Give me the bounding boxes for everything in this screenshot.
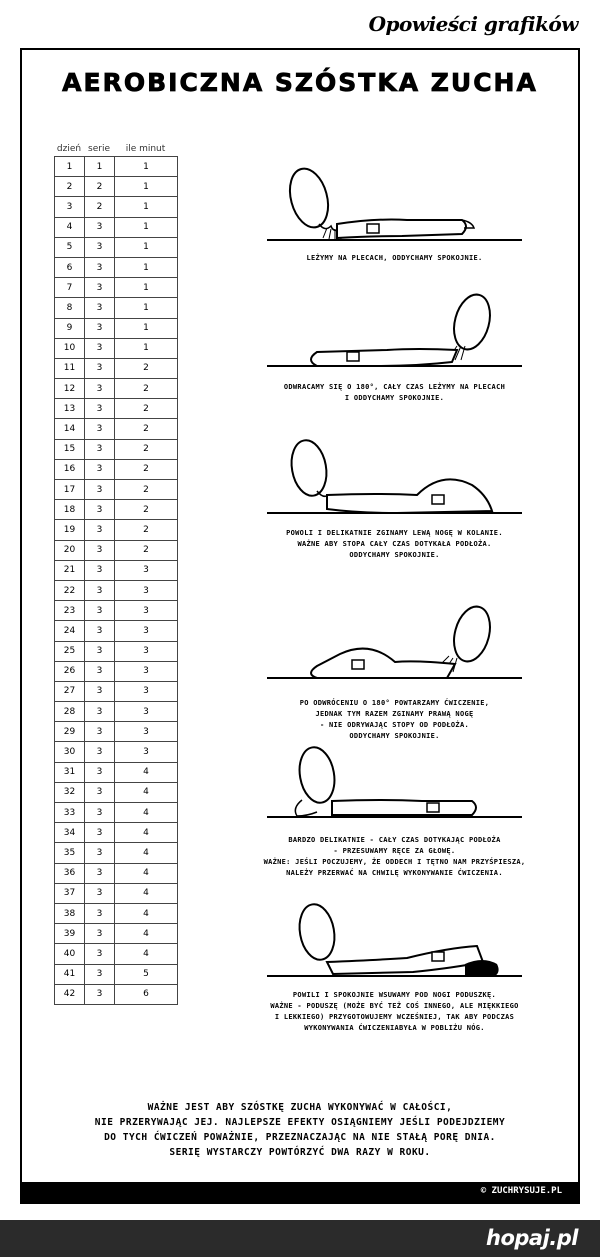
cell-minutes: 1 xyxy=(115,338,178,358)
exercise-4-figure xyxy=(247,598,542,698)
credit-text: © ZUCHRYSUJE.PL xyxy=(480,1186,562,1196)
table-row xyxy=(55,762,178,782)
cell-series: 3 xyxy=(85,782,115,802)
cell-day: 32 xyxy=(55,782,85,802)
table-row xyxy=(55,883,178,903)
cell-series: 2 xyxy=(85,177,115,197)
cell-day: 8 xyxy=(55,298,85,318)
exercise-4-caption: PO ODWRÓCENIU O 180° POWTARZAMY ĆWICZENIE, JEDNAK TYM RAZEM ZGINAMY PRAWĄ NOGĘ - NIE ODRYWAJĄC STOPY OD PODŁOŻA. ODDYCHAMY SPOKOJNIE. xyxy=(299,699,490,740)
table-header xyxy=(54,137,178,156)
cell-minutes: 2 xyxy=(115,480,178,500)
cell-day: 11 xyxy=(55,358,85,378)
table-row xyxy=(55,782,178,802)
cell-minutes: 5 xyxy=(115,964,178,984)
cell-day: 27 xyxy=(55,681,85,701)
cell-series: 3 xyxy=(85,702,115,722)
cell-minutes: 2 xyxy=(115,419,178,439)
table-row xyxy=(55,520,178,540)
exercise-3 xyxy=(247,433,542,561)
watermark-bar xyxy=(0,1220,600,1257)
cell-day: 29 xyxy=(55,722,85,742)
table-row xyxy=(55,318,178,338)
cell-series: 3 xyxy=(85,257,115,277)
exercise-5-caption: BARDZO DELIKATNIE - CAŁY CZAS DOTYKAJĄC PODŁOŻA - PRZESUWAMY RĘCE ZA GŁOWĘ. WAŻNE: JEŚLI POCZUJEMY, ŻE ODDECH I TĘTNO NAM PRZYŚPIESZA, NALEŻY PRZERWAĆ NA CHWILĘ WYKONYWANIE ĆWICZENIA. xyxy=(263,836,526,877)
table-row xyxy=(55,984,178,1004)
cell-day: 20 xyxy=(55,540,85,560)
cell-day: 5 xyxy=(55,237,85,257)
table-row xyxy=(55,621,178,641)
exercise-1 xyxy=(247,158,542,264)
cell-series: 3 xyxy=(85,580,115,600)
cell-day: 18 xyxy=(55,500,85,520)
cell-minutes: 4 xyxy=(115,883,178,903)
table-row xyxy=(55,601,178,621)
cell-minutes: 2 xyxy=(115,399,178,419)
cell-series: 1 xyxy=(85,157,115,177)
cell-series: 3 xyxy=(85,237,115,257)
header-day: dzień xyxy=(56,144,82,154)
exercise-2-caption: ODWRACAMY SIĘ O 180°, CAŁY CZAS LEŻYMY NA PLECACH I ODDYCHAMY SPOKOJNIE. xyxy=(283,383,506,402)
cell-day: 26 xyxy=(55,661,85,681)
cell-series: 3 xyxy=(85,439,115,459)
cell-minutes: 4 xyxy=(115,903,178,923)
watermark-main: hopaj xyxy=(486,1226,550,1250)
cell-series: 3 xyxy=(85,742,115,762)
table-row xyxy=(55,278,178,298)
cell-minutes: 2 xyxy=(115,379,178,399)
exercise-3-caption: POWOLI I DELIKATNIE ZGINAMY LEWĄ NOGĘ W KOLANIE. WAŻNE ABY STOPA CAŁY CZAS DOTYKAŁA PODŁOŻA. ODDYCHAMY SPOKOJNIE. xyxy=(286,529,503,559)
header-series: serie xyxy=(88,144,110,154)
table-row xyxy=(55,500,178,520)
cell-series: 3 xyxy=(85,379,115,399)
cell-day: 23 xyxy=(55,601,85,621)
cell-day: 37 xyxy=(55,883,85,903)
cell-minutes: 4 xyxy=(115,944,178,964)
exercise-6 xyxy=(247,900,542,1034)
table-row xyxy=(55,580,178,600)
cell-day: 31 xyxy=(55,762,85,782)
table-row xyxy=(55,439,178,459)
cell-series: 3 xyxy=(85,419,115,439)
cell-day: 13 xyxy=(55,399,85,419)
cell-day: 12 xyxy=(55,379,85,399)
table-row xyxy=(55,419,178,439)
table-row xyxy=(55,358,178,378)
cell-day: 33 xyxy=(55,803,85,823)
cell-day: 35 xyxy=(55,843,85,863)
cell-series: 3 xyxy=(85,863,115,883)
cell-day: 17 xyxy=(55,480,85,500)
table-row xyxy=(55,702,178,722)
cell-series: 3 xyxy=(85,601,115,621)
table-row xyxy=(55,661,178,681)
table-row xyxy=(55,197,178,217)
exercise-5-figure xyxy=(247,745,542,835)
cell-day: 36 xyxy=(55,863,85,883)
cell-series: 3 xyxy=(85,560,115,580)
cell-minutes: 4 xyxy=(115,762,178,782)
table-row xyxy=(55,480,178,500)
cell-day: 38 xyxy=(55,903,85,923)
cell-minutes: 3 xyxy=(115,702,178,722)
cell-series: 3 xyxy=(85,500,115,520)
watermark-logo[interactable] xyxy=(486,1226,578,1250)
cell-series: 2 xyxy=(85,197,115,217)
cell-series: 3 xyxy=(85,621,115,641)
cell-minutes: 1 xyxy=(115,298,178,318)
cell-minutes: 2 xyxy=(115,540,178,560)
cell-series: 3 xyxy=(85,520,115,540)
cell-minutes: 3 xyxy=(115,621,178,641)
cell-day: 1 xyxy=(55,157,85,177)
cell-series: 3 xyxy=(85,399,115,419)
table-row xyxy=(55,742,178,762)
table-row xyxy=(55,944,178,964)
exercise-6-caption: POWILI I SPOKOJNIE WSUWAMY POD NOGI PODUSZKĘ. WAŻNE - PODUSZĘ (MOŻE BYĆ TEŻ COŚ INNEGO, ALE MIĘKKIEGO I LEKKIEGO) PRZYGOTOWUJEMY WCZEŚNIEJ, TAK ABY PODCZAS WYKONYWANIA ĆWICZENIABYŁA W POBLIŻU NÓG. xyxy=(270,991,519,1032)
table-row xyxy=(55,641,178,661)
cell-day: 28 xyxy=(55,702,85,722)
table-row xyxy=(55,177,178,197)
cell-day: 25 xyxy=(55,641,85,661)
table-row xyxy=(55,903,178,923)
cell-series: 3 xyxy=(85,661,115,681)
cell-series: 3 xyxy=(85,762,115,782)
table-row xyxy=(55,540,178,560)
cell-minutes: 2 xyxy=(115,358,178,378)
cell-minutes: 6 xyxy=(115,984,178,1004)
exercise-1-figure xyxy=(247,158,542,253)
exercise-2 xyxy=(247,282,542,404)
cell-series: 3 xyxy=(85,480,115,500)
cell-minutes: 2 xyxy=(115,500,178,520)
cell-day: 40 xyxy=(55,944,85,964)
cell-day: 22 xyxy=(55,580,85,600)
cell-day: 41 xyxy=(55,964,85,984)
cell-day: 42 xyxy=(55,984,85,1004)
exercise-6-figure xyxy=(247,900,542,990)
table-row xyxy=(55,560,178,580)
cell-series: 3 xyxy=(85,944,115,964)
cell-day: 24 xyxy=(55,621,85,641)
cell-minutes: 1 xyxy=(115,157,178,177)
table-row xyxy=(55,379,178,399)
cell-day: 3 xyxy=(55,197,85,217)
cell-minutes: 2 xyxy=(115,459,178,479)
comic-frame xyxy=(20,48,580,1204)
cell-day: 16 xyxy=(55,459,85,479)
cell-minutes: 3 xyxy=(115,742,178,762)
cell-series: 3 xyxy=(85,681,115,701)
table-row xyxy=(55,863,178,883)
table-row xyxy=(55,217,178,237)
table-row xyxy=(55,399,178,419)
exercise-1-caption: LEŻYMY NA PLECACH, ODDYCHAMY SPOKOJNIE. xyxy=(306,254,483,262)
cell-minutes: 4 xyxy=(115,782,178,802)
cell-series: 3 xyxy=(85,540,115,560)
watermark-suffix: .pl xyxy=(549,1226,578,1250)
cell-day: 7 xyxy=(55,278,85,298)
credit-bar xyxy=(22,1182,578,1202)
cell-series: 3 xyxy=(85,803,115,823)
cell-day: 14 xyxy=(55,419,85,439)
cell-day: 4 xyxy=(55,217,85,237)
cell-minutes: 3 xyxy=(115,681,178,701)
cell-minutes: 4 xyxy=(115,843,178,863)
cell-series: 3 xyxy=(85,338,115,358)
cell-day: 19 xyxy=(55,520,85,540)
cell-day: 34 xyxy=(55,823,85,843)
table-row xyxy=(55,681,178,701)
header-minutes: ile minut xyxy=(125,144,166,154)
cell-series: 3 xyxy=(85,924,115,944)
cell-minutes: 2 xyxy=(115,439,178,459)
cell-series: 3 xyxy=(85,358,115,378)
cell-day: 30 xyxy=(55,742,85,762)
table-row xyxy=(55,338,178,358)
cell-minutes: 3 xyxy=(115,722,178,742)
cell-minutes: 3 xyxy=(115,641,178,661)
table-row xyxy=(55,459,178,479)
main-title: AEROBICZNA SZÓSTKA ZUCHA xyxy=(62,68,538,97)
cell-minutes: 3 xyxy=(115,601,178,621)
cell-series: 3 xyxy=(85,984,115,1004)
cell-minutes: 1 xyxy=(115,318,178,338)
cell-minutes: 3 xyxy=(115,560,178,580)
cell-day: 6 xyxy=(55,257,85,277)
cell-series: 3 xyxy=(85,823,115,843)
cell-day: 39 xyxy=(55,924,85,944)
table-row xyxy=(55,964,178,984)
cell-minutes: 2 xyxy=(115,520,178,540)
table-row xyxy=(55,157,178,177)
cell-series: 3 xyxy=(85,964,115,984)
table-row xyxy=(55,823,178,843)
exercise-4 xyxy=(247,598,542,742)
table-row xyxy=(55,298,178,318)
cell-minutes: 1 xyxy=(115,177,178,197)
cell-day: 21 xyxy=(55,560,85,580)
cell-series: 3 xyxy=(85,278,115,298)
cell-series: 3 xyxy=(85,903,115,923)
exercise-5 xyxy=(247,745,542,879)
cell-day: 2 xyxy=(55,177,85,197)
table-row xyxy=(55,257,178,277)
cell-minutes: 1 xyxy=(115,278,178,298)
cell-series: 3 xyxy=(85,459,115,479)
cell-series: 3 xyxy=(85,843,115,863)
schedule-table xyxy=(54,137,178,1005)
schedule-grid xyxy=(54,156,178,1005)
table-row xyxy=(55,237,178,257)
site-title: Opowieści grafików xyxy=(368,12,578,36)
table-row xyxy=(55,924,178,944)
cell-day: 9 xyxy=(55,318,85,338)
cell-minutes: 1 xyxy=(115,257,178,277)
cell-minutes: 3 xyxy=(115,661,178,681)
table-row xyxy=(55,722,178,742)
cell-series: 3 xyxy=(85,298,115,318)
footer-note: WAŻNE JEST ABY SZÓSTKĘ ZUCHA WYKONYWAĆ W CAŁOŚCI, NIE PRZERYWAJĄC JEJ. NAJLEPSZE EFEKTY OSIĄGNIEMY JEŚLI PODEJDZIEMY DO TYCH ĆWICZEŃ POWAŻNIE, PRZEZNACZAJĄC NA NIE STAŁĄ PORĘ DNIA. SERIĘ WYSTARCZY POWTÓRZYĆ DWA RAZY W ROKU. xyxy=(94,1102,506,1158)
table-row xyxy=(55,803,178,823)
exercise-3-figure xyxy=(247,433,542,528)
cell-series: 3 xyxy=(85,883,115,903)
cell-series: 3 xyxy=(85,722,115,742)
cell-minutes: 4 xyxy=(115,803,178,823)
cell-minutes: 1 xyxy=(115,237,178,257)
cell-series: 3 xyxy=(85,641,115,661)
cell-minutes: 1 xyxy=(115,217,178,237)
cell-minutes: 4 xyxy=(115,924,178,944)
cell-series: 3 xyxy=(85,318,115,338)
exercise-2-figure xyxy=(247,282,542,382)
cell-minutes: 4 xyxy=(115,863,178,883)
cell-minutes: 3 xyxy=(115,580,178,600)
cell-minutes: 1 xyxy=(115,197,178,217)
table-row xyxy=(55,843,178,863)
cell-series: 3 xyxy=(85,217,115,237)
cell-day: 15 xyxy=(55,439,85,459)
cell-minutes: 4 xyxy=(115,823,178,843)
cell-day: 10 xyxy=(55,338,85,358)
